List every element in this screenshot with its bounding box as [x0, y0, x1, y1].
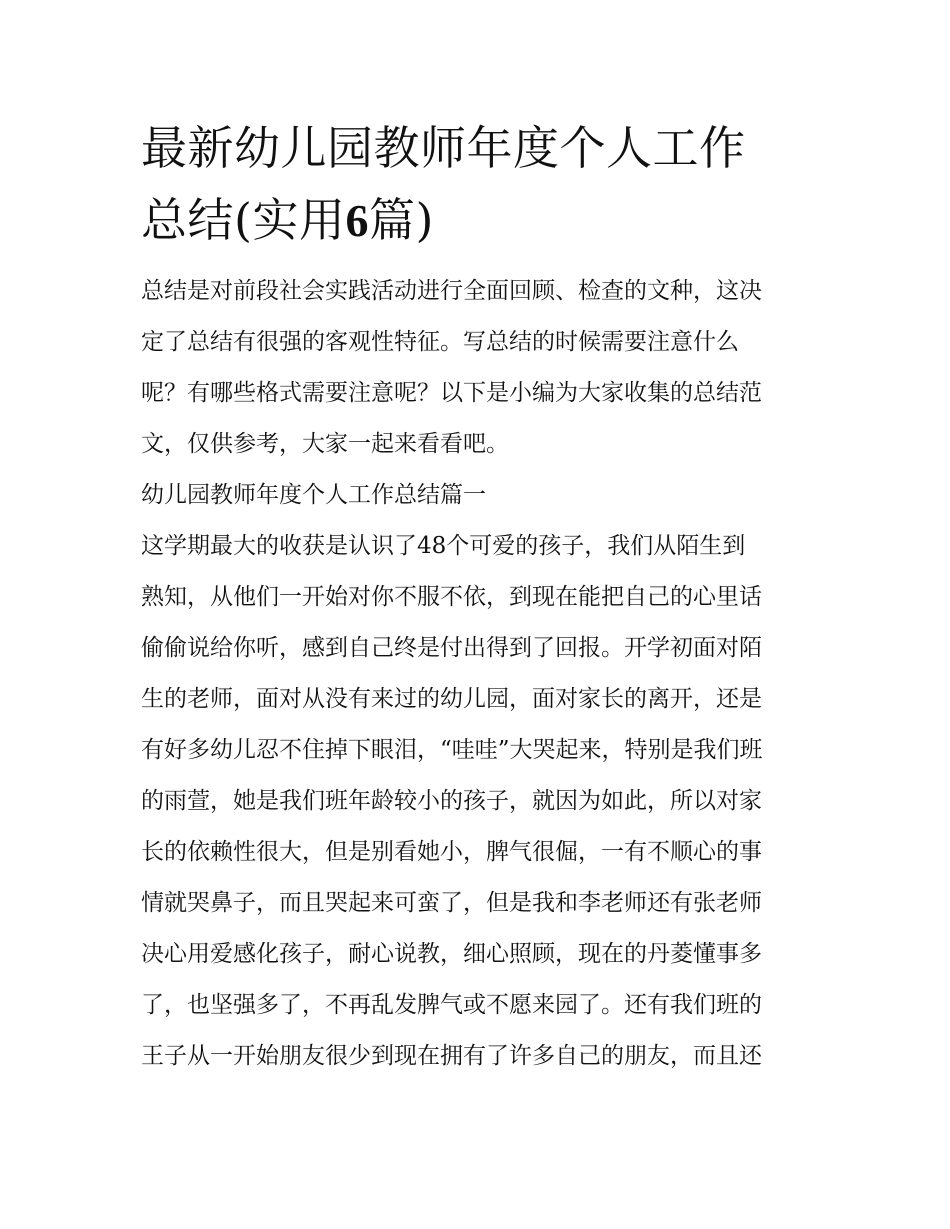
body-line: 长的依赖性很大，但是别看她小，脾气很倔，一有不顺心的事 — [141, 839, 762, 865]
document-content — [141, 112, 813, 1082]
body-paragraph — [141, 521, 813, 1082]
intro-paragraph — [141, 266, 813, 470]
title-part-b: 篇) — [368, 193, 434, 247]
document-title-line-1: 最新幼儿园教师年度个人工作 — [141, 121, 746, 175]
title-part-a: 总结(实用 — [141, 193, 346, 247]
body-line: 偷偷说给你听，感到自己终是付出得到了回报。开学初面对陌 — [141, 635, 762, 661]
body-line: 情就哭鼻子，而且哭起来可蛮了，但是我和李老师还有张老师 — [141, 890, 762, 916]
intro-line: 呢？有哪些格式需要注意呢？以下是小编为大家收集的总结范 — [141, 380, 762, 406]
intro-line: 文，仅供参考，大家一起来看看吧。 — [141, 431, 509, 457]
body-line: 生的老师，面对从没有来过的幼儿园，面对家长的离开，还是 — [141, 686, 762, 712]
body-line: 王子从一开始朋友很少到现在拥有了许多自己的朋友，而且还 — [141, 1043, 762, 1069]
body-line: 有好多幼儿忍不住掉下眼泪，“哇哇”大哭起来，特别是我们班 — [141, 737, 763, 763]
body-line: 决心用爱感化孩子，耐心说教，细心照顾，现在的丹菱懂事多 — [141, 941, 762, 967]
body-line: 这学期最大的收获是认识了48个可爱的孩子，我们从陌生到 — [141, 533, 746, 559]
document-title-line-2 — [141, 184, 813, 256]
body-line: 的雨萱，她是我们班年龄较小的孩子，就因为如此，所以对家 — [141, 788, 762, 814]
title-number: 6 — [345, 195, 369, 246]
intro-line: 总结是对前段社会实践活动进行全面回顾、检查的文种，这决 — [141, 278, 762, 304]
body-line: 了，也坚强多了，不再乱发脾气或不愿来园了。还有我们班的 — [141, 992, 762, 1018]
body-line: 熟知，从他们一开始对你不服不依，到现在能把自己的心里话 — [141, 584, 762, 610]
intro-line: 定了总结有很强的客观性特征。写总结的时候需要注意什么 — [141, 329, 739, 355]
section-heading: 幼儿园教师年度个人工作总结篇一 — [141, 482, 486, 508]
